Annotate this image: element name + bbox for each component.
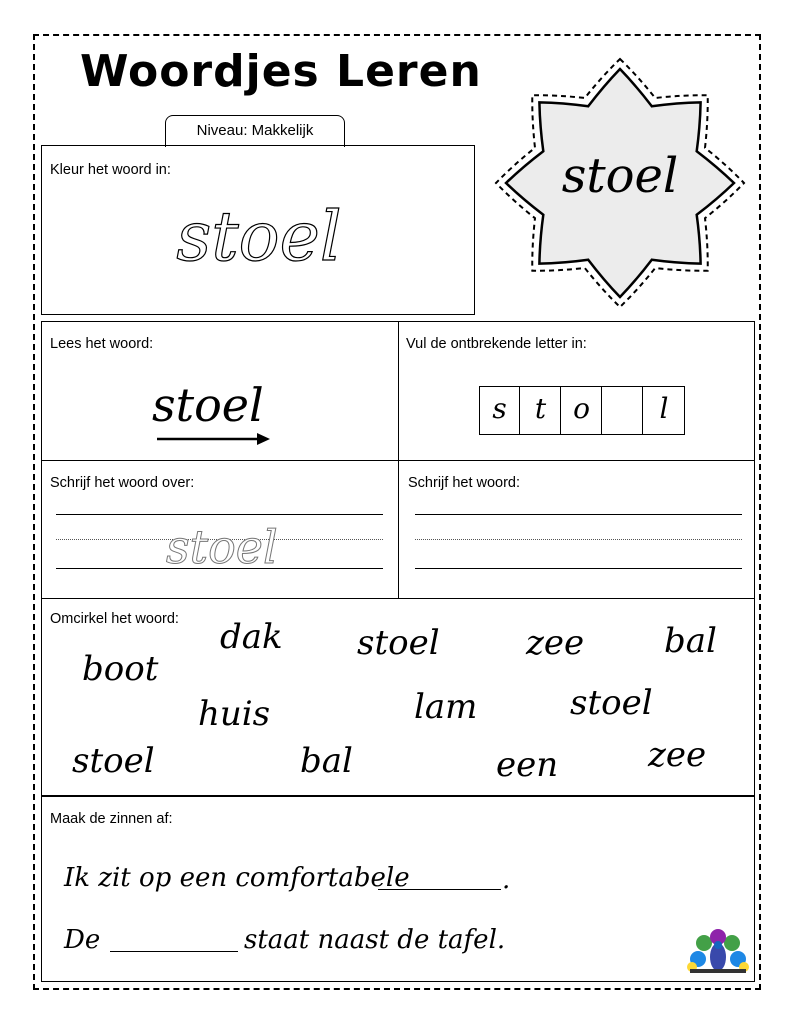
sentence-2: staat naast de tafel. — [244, 925, 506, 955]
letter-box: l — [659, 392, 669, 425]
word-option[interactable]: zee — [526, 623, 585, 663]
copy-label: Schrijf het woord over: — [50, 475, 195, 491]
word-option[interactable]: een — [496, 745, 559, 785]
read-label: Lees het woord: — [50, 336, 154, 352]
circle-label: Omcirkel het woord: — [50, 611, 179, 627]
word-option[interactable]: boot — [82, 649, 159, 689]
word-option[interactable]: bal — [300, 741, 353, 781]
word-option[interactable]: stoel — [357, 623, 440, 663]
page-title: Woordjes Leren — [80, 46, 482, 97]
sentence-1-end: . — [502, 865, 511, 895]
word-option[interactable]: zee — [648, 735, 707, 775]
writing-line — [56, 514, 383, 515]
word-option[interactable]: bal — [664, 621, 717, 661]
letter-box: o — [562, 387, 602, 434]
peacock-logo — [686, 925, 750, 975]
letter-box: s — [480, 387, 520, 434]
answer-blank[interactable] — [378, 889, 501, 890]
writing-line[interactable] — [415, 514, 742, 515]
word-option[interactable]: lam — [414, 687, 478, 727]
midline — [415, 539, 742, 540]
sentences-box — [41, 796, 755, 982]
outline-word: stoel — [176, 198, 342, 277]
empty-letter-box[interactable] — [603, 387, 643, 434]
answer-blank[interactable] — [110, 951, 238, 952]
color-in-label: Kleur het woord in: — [50, 162, 171, 178]
read-word: stoel — [152, 378, 264, 432]
word-option[interactable]: huis — [198, 694, 271, 734]
letter-boxes — [479, 386, 685, 435]
word-option[interactable]: stoel — [570, 683, 653, 723]
color-in-box — [41, 145, 475, 315]
exercise-grid — [41, 321, 755, 599]
circle-word-box — [41, 598, 755, 796]
sentence-1: Ik zit op een comfortabele — [64, 863, 410, 893]
trace-word: stoel — [166, 520, 278, 574]
grid-divider — [42, 460, 754, 461]
word-option[interactable]: dak — [220, 617, 283, 657]
missing-label: Vul de ontbrekende letter in: — [406, 336, 587, 352]
letter-box: t — [521, 387, 561, 434]
write-label: Schrijf het woord: — [408, 475, 521, 491]
word-option[interactable]: stoel — [72, 741, 155, 781]
badge-word: stoel — [561, 148, 679, 204]
level-tab: Niveau: Makkelijk — [165, 115, 345, 147]
sentences-label: Maak de zinnen af: — [50, 811, 173, 827]
writing-line[interactable] — [415, 568, 742, 569]
arrow-icon — [157, 432, 272, 446]
sentence-2-start: De — [64, 925, 101, 955]
